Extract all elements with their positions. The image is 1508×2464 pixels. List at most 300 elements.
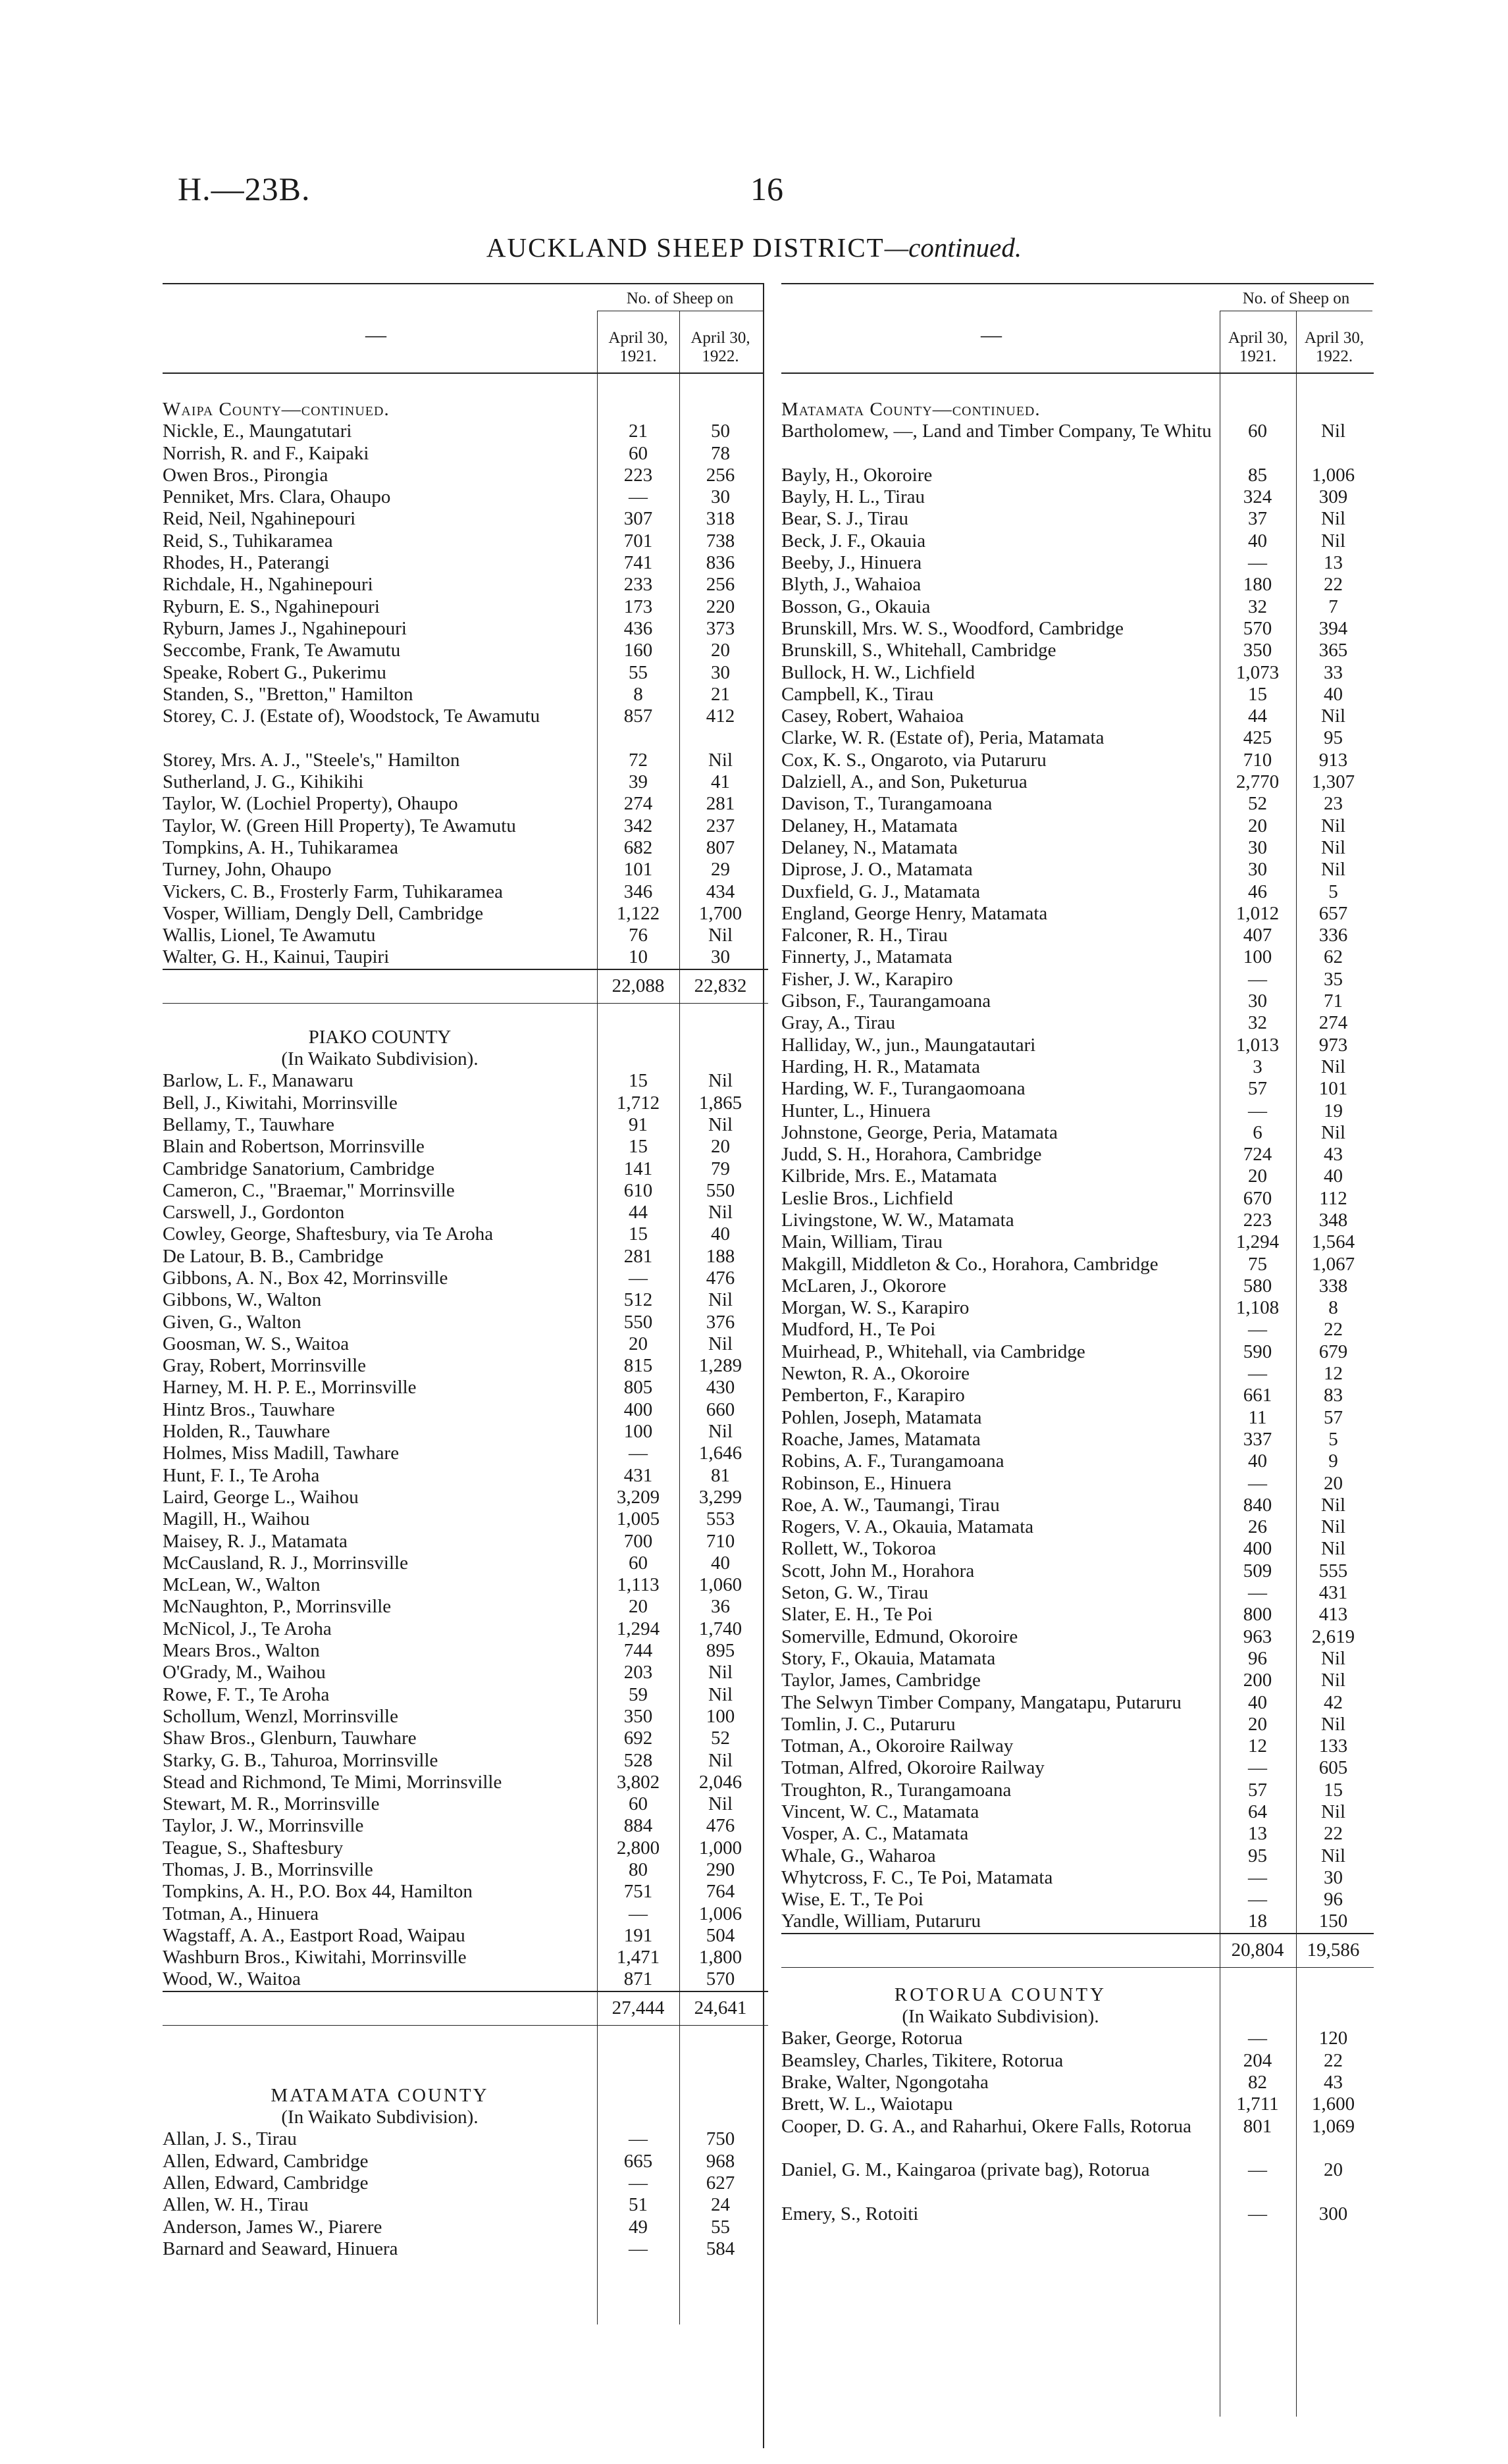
spacer xyxy=(781,1968,1374,1984)
sheep-1921: 8 xyxy=(633,683,643,705)
owner-name: Holden, R., Tauwhare xyxy=(163,1421,330,1443)
sheep-1921: 436 xyxy=(623,617,653,639)
sheep-1922: 188 xyxy=(706,1245,735,1267)
table-row xyxy=(163,530,768,552)
table-row xyxy=(781,2028,1374,2049)
table-row xyxy=(781,1254,1374,1275)
sheep-1921: 1,073 xyxy=(1235,661,1280,683)
table-row xyxy=(781,1626,1374,1648)
col2-heading-left: April 30, 1922. xyxy=(690,329,750,365)
owner-name: Bayly, H. L., Tirau xyxy=(781,486,925,508)
table-row xyxy=(781,596,1374,618)
sheep-1921: 30 xyxy=(1248,859,1267,881)
table-row xyxy=(163,1684,768,1706)
sheep-1922: 95 xyxy=(1324,727,1343,749)
sheep-1921: 233 xyxy=(623,574,653,596)
sheep-1921: 82 xyxy=(1248,2071,1267,2093)
owner-name: England, George Henry, Matamata xyxy=(781,902,1048,924)
section-subtitle-text: (In Waikato Subdivision). xyxy=(902,2006,1099,2028)
table-row xyxy=(781,1516,1374,1538)
sheep-1921: 281 xyxy=(623,1245,653,1267)
owner-name: Turney, John, Ohaupo xyxy=(163,859,332,881)
table-row xyxy=(781,1100,1374,1122)
owner-name: Daniel, G. M., Kaingaroa (private bag), Rotorua xyxy=(781,2159,1150,2181)
sheep-1921: 509 xyxy=(1243,1560,1272,1581)
owner-name: Cambridge Sanatorium, Cambridge xyxy=(163,1158,435,1179)
owner-name: Finnerty, J., Matamata xyxy=(781,946,952,968)
sheep-1922: 1,740 xyxy=(698,1618,742,1639)
sheep-1921: 431 xyxy=(623,1464,653,1486)
sheep-1921: 701 xyxy=(623,530,653,552)
sheep-1922: 657 xyxy=(1318,902,1348,924)
table-row xyxy=(781,640,1374,661)
owner-name: Bartholomew, —, Land and Timber Company, Te Whitu xyxy=(781,421,1212,442)
sheep-1921: 44 xyxy=(629,1202,648,1223)
sheep-1921: 60 xyxy=(1248,421,1267,442)
table-row xyxy=(163,1092,768,1114)
sheep-1921: 1,294 xyxy=(1235,1231,1280,1253)
page-title: AUCKLAND SHEEP DISTRICT—continued. xyxy=(486,232,1022,263)
owner-name: Cameron, C., "Braemar," Morrinsville xyxy=(163,1179,455,1201)
owner-name: Taylor, W. (Lochiel Property), Ohaupo xyxy=(163,793,458,815)
sheep-1922: 679 xyxy=(1318,1341,1348,1362)
sheep-1921: 528 xyxy=(623,1749,653,1771)
table-row xyxy=(163,443,768,465)
owner-name: Brunskill, S., Whitehall, Cambridge xyxy=(781,640,1056,661)
section-title-text: ROTORUA COUNTY xyxy=(894,1984,1107,2005)
owner-name: Shaw Bros., Glenburn, Tauwhare xyxy=(163,1728,417,1749)
rule-top-right xyxy=(781,283,1374,284)
sheep-1921: 350 xyxy=(623,1705,653,1727)
section-subtitle xyxy=(163,1048,768,1070)
table-row xyxy=(163,793,768,815)
table-row xyxy=(163,1333,768,1355)
sheep-1921: 805 xyxy=(623,1377,653,1399)
sheep-1921: 75 xyxy=(1248,1253,1267,1275)
table-row xyxy=(781,1714,1374,1735)
table-row xyxy=(163,1618,768,1640)
sheep-1922: 256 xyxy=(706,464,735,486)
table-row xyxy=(163,1202,768,1223)
sheep-1922: 12 xyxy=(1324,1363,1343,1385)
table-row xyxy=(163,1815,768,1837)
table-row xyxy=(163,925,768,946)
owner-name: Thomas, J. B., Morrinsville xyxy=(163,1859,373,1880)
sheep-1922: 7 xyxy=(1328,596,1338,617)
sheep-1921: 3 xyxy=(1253,1056,1262,1077)
total-1922: 19,586 xyxy=(1307,1939,1360,1961)
owner-name: Judd, S. H., Horahora, Cambridge xyxy=(781,1144,1042,1166)
owner-name: Bullock, H. W., Lichfield xyxy=(781,661,975,683)
sheep-1922: Nil xyxy=(708,1333,733,1354)
section-heading-text: Matamata County—continued. xyxy=(781,399,1041,420)
sheep-1922: 1,307 xyxy=(1311,771,1355,793)
table-row xyxy=(163,815,768,837)
table-row xyxy=(781,465,1374,486)
table-row xyxy=(781,1407,1374,1429)
sheep-1922: 476 xyxy=(706,1267,735,1289)
sheep-1922: 274 xyxy=(1318,1012,1348,1034)
table-row xyxy=(781,1560,1374,1582)
owner-name: Gibson, F., Taurangamoana xyxy=(781,990,991,1012)
owner-name: Fisher, J. W., Karapiro xyxy=(781,968,953,990)
section-heading xyxy=(163,399,768,421)
table-row xyxy=(163,1508,768,1530)
sheep-1922: 81 xyxy=(711,1464,730,1486)
table-row xyxy=(781,530,1374,552)
sheep-1921: 44 xyxy=(1248,706,1267,727)
sheep-1922: 738 xyxy=(706,530,735,552)
owner-name: Livingstone, W. W., Matamata xyxy=(781,1209,1014,1231)
owner-name: Delaney, H., Matamata xyxy=(781,815,958,836)
table-row xyxy=(781,1319,1374,1341)
table-row xyxy=(163,1947,768,1968)
sheep-1921: 72 xyxy=(629,749,648,771)
table-row xyxy=(781,574,1374,596)
owner-name: De Latour, B. B., Cambridge xyxy=(163,1245,384,1267)
sheep-1921: 682 xyxy=(623,836,653,858)
owner-name: Seccombe, Frank, Te Awamutu xyxy=(163,640,401,661)
table-row xyxy=(163,1223,768,1245)
sheep-1922: Nil xyxy=(1320,859,1346,881)
sheep-1922: 78 xyxy=(711,442,730,464)
owner-name: Bell, J., Kiwitahi, Morrinsville xyxy=(163,1092,398,1114)
table-row xyxy=(163,1750,768,1772)
sheep-1922: 973 xyxy=(1318,1034,1348,1056)
sheep-1921: 51 xyxy=(629,2194,648,2216)
sheep-1922: 112 xyxy=(1319,1187,1347,1209)
sheep-1922: 30 xyxy=(711,661,730,683)
sheep-1921: 692 xyxy=(623,1728,653,1749)
sheep-1922: 62 xyxy=(1324,946,1343,968)
col2-heading-right: April 30, 1922. xyxy=(1304,329,1365,365)
sheep-1921: 580 xyxy=(1243,1275,1272,1296)
sheep-1921: 6 xyxy=(1253,1121,1262,1143)
owner-name: McCausland, R. J., Morrinsville xyxy=(163,1552,408,1574)
owner-name: McLean, W., Walton xyxy=(163,1574,321,1596)
table-row xyxy=(163,1114,768,1136)
section-heading-text: Waipa County—continued. xyxy=(163,399,390,420)
table-row xyxy=(163,421,768,442)
table-row xyxy=(781,727,1374,749)
owner-name: Reid, S., Tuhikaramea xyxy=(163,530,333,552)
table-row xyxy=(781,771,1374,793)
sheep-1921: 724 xyxy=(1243,1144,1272,1166)
table-row xyxy=(163,596,768,618)
sheep-1922: 22 xyxy=(1324,574,1343,596)
table-row xyxy=(781,662,1374,684)
right-column xyxy=(781,399,1374,2225)
sheep-1922: 309 xyxy=(1318,486,1348,508)
owner-name: Harding, H. R., Matamata xyxy=(781,1056,981,1077)
sheep-1921: 963 xyxy=(1243,1626,1272,1647)
sheep-1921: 1,013 xyxy=(1235,1034,1280,1056)
sheep-1922: Nil xyxy=(708,1662,733,1683)
table-row xyxy=(781,1385,1374,1406)
sheep-1921: 15 xyxy=(629,1136,648,1158)
table-row xyxy=(163,1180,768,1202)
sheep-1921: 204 xyxy=(1243,2049,1272,2071)
owner-name: Beck, J. F., Okauia xyxy=(781,530,926,552)
table-row xyxy=(163,508,768,530)
table-row xyxy=(163,859,768,881)
owner-name: Brunskill, Mrs. W. S., Woodford, Cambridge xyxy=(781,617,1124,639)
owner-name: Holmes, Miss Madill, Tawhare xyxy=(163,1443,400,1464)
sheep-1922: 373 xyxy=(706,617,735,639)
section-subtitle-text: (In Waikato Subdivision). xyxy=(281,1048,479,1070)
owner-name: Given, G., Walton xyxy=(163,1311,301,1333)
owner-name: Harding, W. F., Turangaomoana xyxy=(781,1078,1026,1100)
sheep-1922: 1,800 xyxy=(698,1947,742,1968)
owner-name: Nickle, E., Maungatutari xyxy=(163,421,352,442)
sheep-1922: 20 xyxy=(1324,2159,1343,2181)
table-row xyxy=(163,1246,768,1268)
sheep-1921: 670 xyxy=(1243,1187,1272,1209)
sheep-1922: 365 xyxy=(1318,640,1348,661)
sheep-1921: 570 xyxy=(1243,617,1272,639)
total-row xyxy=(781,1933,1374,1968)
sheep-1922: 764 xyxy=(706,1881,735,1903)
name-heading-left: — xyxy=(365,322,386,346)
sheep-1921: 40 xyxy=(1248,1450,1267,1472)
sheep-1922: 895 xyxy=(706,1640,735,1662)
sheep-1921: 610 xyxy=(623,1179,653,1201)
sheep-1921: 57 xyxy=(1248,1078,1267,1100)
section-subtitle xyxy=(781,2006,1374,2028)
owner-name: Scott, John M., Horahora xyxy=(781,1560,975,1581)
table-row xyxy=(163,750,768,771)
owner-name: Richdale, H., Ngahinepouri xyxy=(163,574,373,596)
sheep-1921: 2,770 xyxy=(1235,771,1280,793)
owner-name: Goosman, W. S., Waitoa xyxy=(163,1333,350,1354)
sheep-1921: — xyxy=(629,1267,648,1289)
owner-name: Campbell, K., Tirau xyxy=(781,683,934,705)
table-row xyxy=(781,1473,1374,1495)
section-title-text: MATAMATA COUNTY xyxy=(271,2084,489,2106)
sheep-1922: 5 xyxy=(1328,1428,1338,1450)
sheep-1922: 555 xyxy=(1318,1560,1348,1581)
table-row xyxy=(163,1312,768,1333)
table-row xyxy=(163,1640,768,1662)
sheep-1921: 3,209 xyxy=(616,1486,660,1508)
table-row xyxy=(781,552,1374,574)
owner-name: Laird, George L., Waihou xyxy=(163,1486,359,1508)
owner-name: Rhodes, H., Paterangi xyxy=(163,552,330,574)
owner-name: Wood, W., Waitoa xyxy=(163,1968,301,1990)
table-row xyxy=(781,2072,1374,2093)
sheep-1922: 300 xyxy=(1318,2203,1348,2224)
owner-name: Duxfield, G. J., Matamata xyxy=(781,881,981,902)
sheep-1921: 52 xyxy=(1248,793,1267,815)
owner-name: Muirhead, P., Whitehall, via Cambridge xyxy=(781,1341,1085,1362)
sheep-1921: 18 xyxy=(1248,1911,1267,1932)
sheep-1922: Nil xyxy=(1320,1056,1346,1077)
sheep-1922: 570 xyxy=(706,1968,735,1990)
col1-heading-left: April 30, 1921. xyxy=(608,329,668,365)
table-row xyxy=(163,2194,768,2216)
sheep-1922: 40 xyxy=(711,1223,730,1245)
owner-name: Totman, A., Okoroire Railway xyxy=(781,1735,1014,1757)
sheep-1921: 741 xyxy=(623,552,653,574)
table-row xyxy=(163,1268,768,1289)
sheep-1922: 150 xyxy=(1318,1911,1348,1932)
table-row xyxy=(163,574,768,596)
sheep-1922: 1,006 xyxy=(1311,464,1355,486)
sheep-1922: 430 xyxy=(706,1377,735,1399)
sheep-1922: Nil xyxy=(1320,1670,1346,1691)
sheep-1921: — xyxy=(1248,2159,1267,2181)
owner-name: Vosper, William, Dengly Dell, Cambridge xyxy=(163,902,484,924)
sheep-1922: 9 xyxy=(1328,1450,1338,1472)
sheep-1922: 40 xyxy=(1324,1166,1343,1187)
table-row xyxy=(163,1596,768,1618)
spacer xyxy=(163,1004,768,1027)
col1-heading-right: April 30, 1921. xyxy=(1228,329,1288,365)
group-heading-left: No. of Sheep on xyxy=(626,290,734,307)
rule-top-left xyxy=(163,283,763,284)
table-row xyxy=(781,1012,1374,1034)
table-row xyxy=(163,1443,768,1464)
owner-name: Totman, A., Hinuera xyxy=(163,1903,319,1924)
sheep-1922: 584 xyxy=(706,2238,735,2259)
sheep-1921: 20 xyxy=(1248,1713,1267,1735)
sheep-1921: 751 xyxy=(623,1881,653,1903)
sheep-1922: 1,600 xyxy=(1311,2093,1355,2115)
table-row xyxy=(781,2093,1374,2115)
sheep-1922: 20 xyxy=(1324,1472,1343,1494)
owner-name: Beeby, J., Hinuera xyxy=(781,552,922,574)
sheep-1921: 710 xyxy=(1243,749,1272,771)
sheep-1922: 55 xyxy=(711,2216,730,2238)
owner-name: Walter, G. H., Kainui, Taupiri xyxy=(163,946,390,968)
table-row xyxy=(163,1793,768,1815)
table-row xyxy=(781,1056,1374,1078)
owner-name: Gray, A., Tirau xyxy=(781,1012,895,1034)
sheep-1922: 8 xyxy=(1328,1297,1338,1319)
sheep-1921: 55 xyxy=(629,661,648,683)
table-row xyxy=(781,1078,1374,1100)
sheep-1922: Nil xyxy=(1320,836,1346,858)
section-title-text: PIAKO COUNTY xyxy=(308,1026,452,1048)
owner-name: Rogers, V. A., Okauia, Matamata xyxy=(781,1516,1034,1538)
table-row xyxy=(163,618,768,640)
table-row xyxy=(781,1801,1374,1823)
sheep-1922: 43 xyxy=(1324,1144,1343,1166)
table-row xyxy=(163,1728,768,1749)
sheep-1922: 52 xyxy=(711,1728,730,1749)
spacer xyxy=(163,2026,768,2085)
sheep-1921: 200 xyxy=(1243,1670,1272,1691)
table-row xyxy=(781,1735,1374,1757)
sheep-1922: 33 xyxy=(1324,661,1343,683)
sheep-1921: 57 xyxy=(1248,1779,1267,1801)
doc-reference: H.—23B. xyxy=(178,170,311,207)
owner-name: Ryburn, James J., Ngahinepouri xyxy=(163,617,407,639)
owner-name: Sutherland, J. G., Kihikihi xyxy=(163,771,364,793)
sheep-1921: 60 xyxy=(629,442,648,464)
owner-name: Bear, S. J., Tirau xyxy=(781,508,909,530)
sheep-1922: 913 xyxy=(1318,749,1348,771)
sheep-1921: 46 xyxy=(1248,881,1267,902)
sheep-1921: 15 xyxy=(629,1223,648,1245)
owner-name: Gibbons, W., Walton xyxy=(163,1289,322,1311)
table-row xyxy=(163,684,768,706)
sheep-1921: 101 xyxy=(623,859,653,881)
table-row xyxy=(781,925,1374,946)
sheep-1922: 20 xyxy=(711,640,730,661)
sheep-1921: 1,712 xyxy=(616,1092,660,1114)
table-row xyxy=(781,815,1374,837)
table-row xyxy=(781,1450,1374,1472)
sheep-1922: 96 xyxy=(1324,1889,1343,1911)
sheep-1922: 968 xyxy=(706,2150,735,2172)
owner-name: Allen, Edward, Cambridge xyxy=(163,2150,369,2172)
owner-name: Barnard and Seaward, Hinuera xyxy=(163,2238,398,2259)
table-row xyxy=(781,1363,1374,1385)
table-row xyxy=(781,508,1374,530)
table-row xyxy=(781,1757,1374,1779)
owner-name: Brake, Walter, Ngongotaha xyxy=(781,2071,989,2093)
owner-name: Totman, Alfred, Okoroire Railway xyxy=(781,1757,1045,1779)
owner-name: Taylor, James, Cambridge xyxy=(781,1670,981,1691)
sheep-1921: 76 xyxy=(629,925,648,946)
table-row xyxy=(781,684,1374,706)
sheep-1922: 220 xyxy=(706,596,735,617)
sheep-1921: 223 xyxy=(1243,1209,1272,1231)
table-row xyxy=(781,1495,1374,1516)
sheep-1922: 35 xyxy=(1324,968,1343,990)
sheep-1922: Nil xyxy=(1320,706,1346,727)
sheep-1922: Nil xyxy=(1320,1494,1346,1516)
sheep-1921: — xyxy=(1248,552,1267,574)
table-row xyxy=(163,1487,768,1508)
sheep-1922: Nil xyxy=(1320,1801,1346,1822)
sheep-1922: Nil xyxy=(1320,1516,1346,1538)
table-row xyxy=(781,1604,1374,1626)
owner-name: Blyth, J., Wahaioa xyxy=(781,574,922,596)
table-row xyxy=(781,1297,1374,1319)
sheep-1922: 19 xyxy=(1324,1100,1343,1121)
sheep-1922: 50 xyxy=(711,421,730,442)
sheep-1921: 32 xyxy=(1248,596,1267,617)
owner-name: Emery, S., Rotoiti xyxy=(781,2203,919,2224)
table-row xyxy=(163,2238,768,2260)
sheep-1922: 1,006 xyxy=(698,1903,742,1924)
sheep-1922: 40 xyxy=(1324,683,1343,705)
table-row xyxy=(781,1210,1374,1231)
table-row xyxy=(163,486,768,508)
owner-name: Anderson, James W., Piarere xyxy=(163,2216,382,2238)
owner-name: Bosson, G., Okauia xyxy=(781,596,931,617)
sheep-1922: 79 xyxy=(711,1158,730,1179)
table-row xyxy=(163,662,768,684)
group-heading-right: No. of Sheep on xyxy=(1242,290,1350,307)
sheep-1921: 100 xyxy=(1243,946,1272,968)
table-row xyxy=(163,465,768,486)
rule-head-left xyxy=(163,372,763,374)
sheep-1921: 32 xyxy=(1248,1012,1267,1034)
sheep-1922: 5 xyxy=(1328,881,1338,902)
sheep-1921: 1,122 xyxy=(616,902,660,924)
sheep-1921: 10 xyxy=(629,946,648,968)
table-row xyxy=(163,1531,768,1553)
owner-name: Dalziell, A., and Son, Puketurua xyxy=(781,771,1027,793)
sheep-1922: Nil xyxy=(708,1683,733,1705)
sheep-1922: 1,289 xyxy=(698,1355,742,1377)
sheep-1922: 836 xyxy=(706,552,735,574)
sheep-1921: 40 xyxy=(1248,1691,1267,1713)
sheep-1921: 700 xyxy=(623,1530,653,1552)
